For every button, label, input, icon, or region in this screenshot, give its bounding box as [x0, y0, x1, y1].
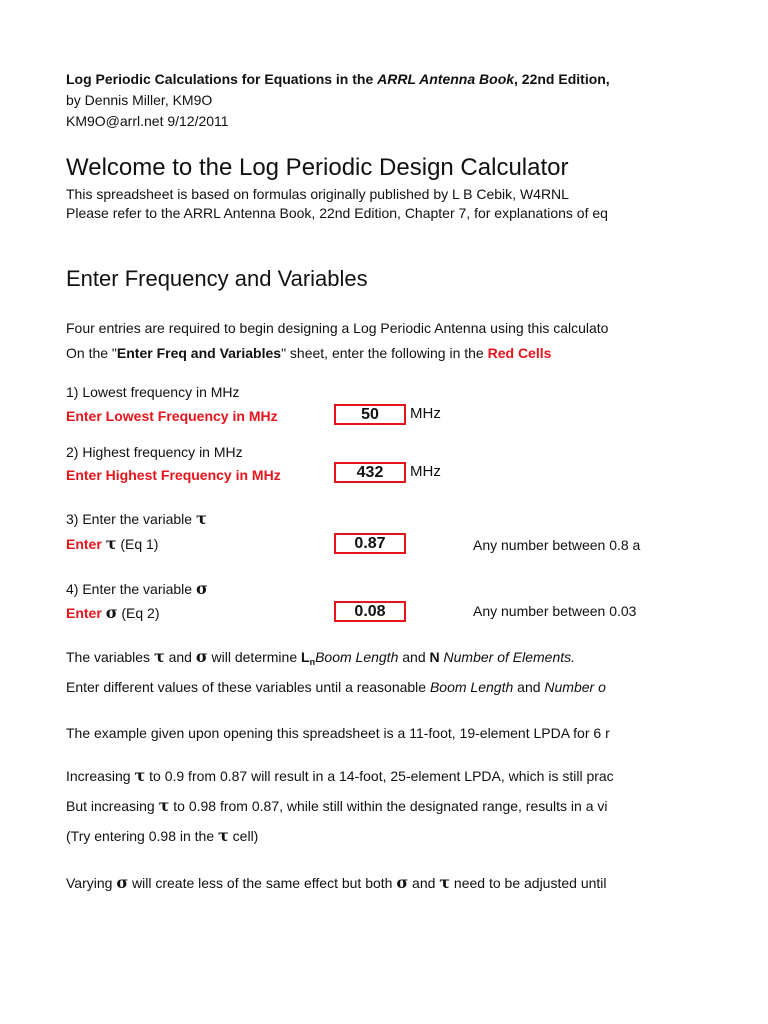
p7-text-c: and [408, 875, 440, 891]
p2-text-a: Enter different values of these variables until a reasonable [66, 679, 430, 695]
step-1-label: 1) Lowest frequency in MHz [66, 384, 240, 400]
instruction-line [66, 344, 551, 362]
low-frequency-unit: MHz [410, 405, 441, 422]
boom-length-subscript: n [309, 657, 316, 667]
p1-and: and [398, 649, 430, 665]
contact-line: KM9O@arrl.net 9/12/2011 [66, 113, 229, 129]
sigma-prompt [66, 604, 160, 622]
sigma-symbol: σ [195, 647, 208, 666]
p2-num-elements: Number o [544, 679, 606, 695]
welcome-line-2: Please refer to the ARRL Antenna Book, 22nd Edition, Chapter 7, for explanations of eq [66, 205, 608, 221]
tau-symbol: τ [134, 766, 146, 785]
title-book: ARRL Antenna Book [377, 71, 515, 87]
step-2-label: 2) Highest frequency in MHz [66, 444, 243, 460]
welcome-line-1: This spreadsheet is based on formulas originally published by L B Cebik, W4RNL [66, 186, 569, 202]
p1-num-elements: Number of Elements. [443, 649, 576, 665]
p1-text-a: The variables [66, 649, 154, 665]
high-frequency-unit: MHz [410, 463, 441, 480]
sigma-input[interactable]: 0.08 [334, 601, 406, 622]
p7-text-a: Varying [66, 875, 117, 891]
instr-red-cells: Red Cells [487, 345, 552, 361]
p2-and: and [513, 679, 545, 695]
num-elements-symbol: N [429, 649, 440, 665]
p5-text-b: to 0.98 from 0.87, while still within the designated range, results in a vi [169, 798, 608, 814]
document-title [66, 70, 610, 88]
tau-enter-word: Enter [66, 536, 106, 552]
but-increasing-paragraph [66, 797, 608, 815]
p1-text-b: and [164, 649, 196, 665]
p6-text-a: (Try entering 0.98 in the [66, 828, 219, 844]
variables-paragraph [66, 648, 575, 671]
sigma-symbol: σ [195, 579, 208, 598]
instr-sheet-name: Enter Freq and Variables [116, 345, 282, 361]
p2-boom-length: Boom Length [429, 679, 514, 695]
try-entering-line [66, 827, 258, 845]
high-frequency-input[interactable]: 432 [334, 462, 406, 483]
example-paragraph: The example given upon opening this spreadsheet is a 11-foot, 19-element LPDA for 6 r [66, 725, 610, 741]
p4-text-b: to 0.9 from 0.87 will result in a 14-foot, 25-element LPDA, which is still prac [145, 768, 614, 784]
tau-symbol: τ [158, 796, 170, 815]
tau-range-note: Any number between 0.8 a [473, 537, 641, 553]
tau-eq-ref: (Eq 1) [116, 536, 159, 552]
p6-text-b: cell) [228, 828, 259, 844]
enter-values-paragraph [66, 678, 606, 696]
welcome-heading: Welcome to the Log Periodic Design Calculator [66, 154, 569, 181]
p7-text-d: need to be adjusted until [450, 875, 607, 891]
title-prefix: Log Periodic Calculations for Equations in the [66, 71, 378, 87]
step-4-label [66, 580, 208, 598]
p5-text-a: But increasing [66, 798, 159, 814]
tau-symbol: τ [153, 647, 165, 666]
high-frequency-prompt: Enter Highest Frequency in MHz [66, 467, 281, 483]
step-3-label [66, 510, 207, 528]
p1-text-c: will determine [207, 649, 302, 665]
tau-input[interactable]: 0.87 [334, 533, 406, 554]
sigma-symbol: σ [105, 603, 118, 622]
sigma-symbol: σ [116, 873, 129, 892]
step-3-text: 3) Enter the variable [66, 511, 196, 527]
byline: by Dennis Miller, KM9O [66, 92, 213, 108]
p7-text-b: will create less of the same effect but both [128, 875, 397, 891]
title-suffix: , 22nd Edition, [514, 71, 610, 87]
sigma-enter-word: Enter [66, 605, 106, 621]
sigma-eq-ref: (Eq 2) [117, 605, 160, 621]
section-heading: Enter Frequency and Variables [66, 266, 368, 291]
low-frequency-prompt: Enter Lowest Frequency in MHz [66, 408, 278, 424]
increasing-tau-paragraph [66, 767, 614, 785]
tau-symbol: τ [105, 534, 117, 553]
instr-middle: " sheet, enter the following in the [281, 345, 488, 361]
varying-sigma-paragraph [66, 874, 607, 892]
tau-prompt [66, 535, 158, 553]
step-4-text: 4) Enter the variable [66, 581, 196, 597]
tau-symbol: τ [439, 873, 451, 892]
p4-text-a: Increasing [66, 768, 135, 784]
tau-symbol: τ [218, 826, 229, 845]
boom-length-symbol: L [301, 649, 310, 665]
sigma-range-note: Any number between 0.03 [473, 603, 637, 619]
instr-prefix: On the " [66, 345, 117, 361]
tau-symbol: τ [195, 509, 207, 528]
intro-line: Four entries are required to begin designing a Log Periodic Antenna using this calculato [66, 320, 609, 336]
p1-boom-length: Boom Length [315, 649, 399, 665]
sigma-symbol: σ [396, 873, 409, 892]
low-frequency-input[interactable]: 50 [334, 404, 406, 425]
